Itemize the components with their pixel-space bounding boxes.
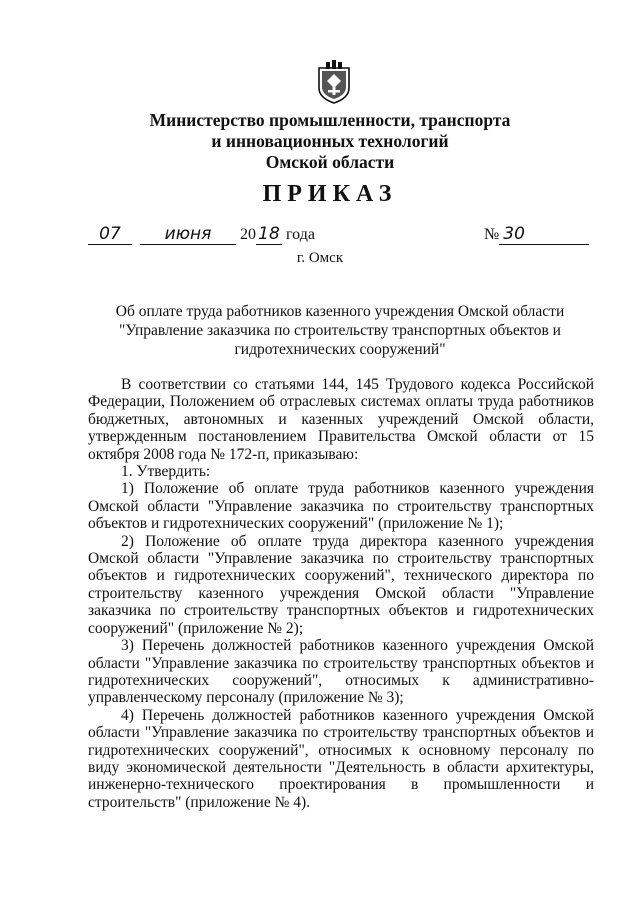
date-day: 07: [88, 224, 132, 245]
subject-line-1: Об оплате труда работников казенного учреждения Омской области: [115, 303, 565, 320]
number-value: 30: [499, 224, 589, 245]
preamble-paragraph: В соответствии со статьями 144, 145 Трудового кодекса Российской Федерации, Положением об отраслевых системах оплаты труда работников бюджетных, автономных и казенных учреждений Омской области, утвержденным постановлением Правительства Омской области от 15 октября 2008 года № 172-п, приказываю:: [88, 376, 594, 463]
subitem-2-paragraph: 2) Положение об оплате труда директора казенного учреждения Омской области "Управление заказчика по строительству транспортных объектов и гидротехнических сооружений", технического директора по строительству казенного учреждения Омской области "Управление заказчика по строительству транспортных объектов и гидротехнических сооружений" (приложение № 2);: [88, 532, 594, 637]
omsk-coat-of-arms-icon: [317, 60, 351, 104]
order-body: [88, 376, 594, 811]
document-date: [88, 224, 315, 245]
order-subject: [110, 302, 570, 359]
item-1-paragraph: 1. Утвердить:: [121, 463, 211, 481]
document-number: [484, 224, 589, 245]
date-year-prefix: 20: [240, 226, 256, 243]
document-type-title: ПРИКАЗ: [262, 181, 398, 207]
subitem-1-paragraph: 1) Положение об оплате труда работников казенного учреждения Омской области "Управление заказчика по строительству транспортных объектов и гидротехнических сооружений" (приложение № 1);: [88, 480, 594, 533]
subitem-3-paragraph: 3) Перечень должностей работников казенного учреждения Омской области "Управление заказчика по строительству транспортных объектов и гидротехнических сооружений", относимых к административно-управленческому персоналу (приложение № 3);: [88, 637, 594, 707]
date-word: года: [286, 226, 315, 243]
ministry-name: [130, 110, 530, 173]
subject-line-3: гидротехнических сооружений": [234, 341, 446, 358]
ministry-line-2: и инновационных технологий: [211, 131, 449, 151]
date-year-suffix: 18: [256, 224, 282, 245]
subitem-4-paragraph: 4) Перечень должностей работников казенного учреждения Омской области "Управление заказчика по строительству транспортных объектов и гидротехнических сооружений", относимых к основному персоналу по виду экономической деятельности "Деятельность в области архитектуры, инженерно-технического проектирования в промышленности и строительств" (приложение № 4).: [88, 706, 594, 811]
ministry-line-1: Министерство промышленности, транспорта: [149, 110, 511, 130]
date-month: июня: [140, 224, 236, 245]
ministry-line-3: Омской области: [265, 152, 395, 172]
number-sign: №: [484, 226, 500, 243]
city: г. Омск: [296, 250, 344, 266]
subject-line-2: "Управление заказчика по строительству транспортных объектов и: [119, 322, 561, 339]
